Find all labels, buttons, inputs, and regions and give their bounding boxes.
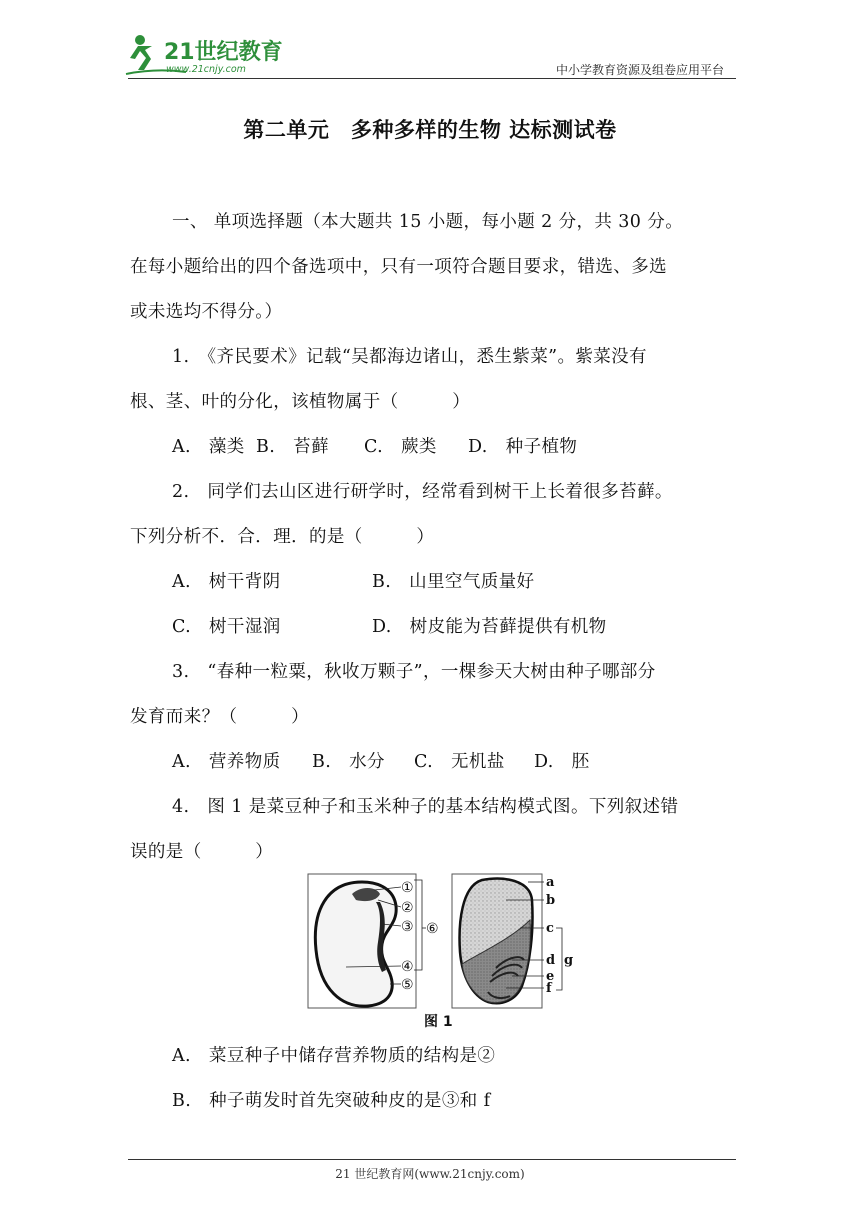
bean-seed-diagram [308, 874, 416, 1008]
q3-option-c: C. 无机盐 [414, 752, 505, 772]
q1-stem-line2: 根、茎、叶的分化，该植物属于（ ） [130, 392, 471, 412]
q1-option-d: D. 种子植物 [468, 437, 578, 457]
q3-stem-line1: 3. “春种一粒粟，秋收万颗子”，一棵参天大树由种子哪部分 [172, 662, 656, 682]
page-title: 第二单元 多种多样的生物 达标测试卷 [243, 118, 617, 142]
corn-label-c: c [546, 921, 554, 936]
q4-stem-line1: 4. 图 1 是菜豆种子和玉米种子的基本结构模式图。下列叙述错 [172, 797, 679, 817]
q3-option-b: B. 水分 [312, 752, 385, 772]
q4-stem-line2: 误的是（ ） [130, 842, 274, 862]
corn-label-b: b [546, 893, 556, 908]
corn-group-label: g [564, 953, 574, 968]
q4-option-a: A. 菜豆种子中储存营养物质的结构是② [172, 1046, 496, 1066]
bean-label-3: ③ [401, 919, 414, 935]
footer-divider [128, 1159, 736, 1160]
section-instructions-line2: 在每小题给出的四个备选项中，只有一项符合题目要求，错选、多选 [130, 257, 667, 277]
q3-stem-line2: 发育而来？（ ） [130, 707, 309, 727]
q1-stem-line1: 1. 《齐民要术》记载“吴都海边诸山，悉生紫菜”。紫菜没有 [172, 347, 647, 367]
bean-label-5: ⑤ [401, 977, 414, 993]
q1-option-c: C. 蕨类 [364, 437, 437, 457]
q4-option-b: B. 种子萌发时首先突破种皮的是③和 f [172, 1091, 491, 1111]
corn-label-a: a [546, 875, 555, 890]
q1-option-b: B. 苔藓 [256, 437, 329, 457]
header-platform-text: 中小学教育资源及组卷应用平台 [555, 63, 724, 77]
bean-label-4: ④ [401, 959, 414, 975]
header-divider [128, 78, 736, 79]
corn-label-e: e [546, 969, 555, 984]
section-instructions-line3: 或未选均不得分。） [130, 302, 283, 322]
q2-option-d: D. 树皮能为苔藓提供有机物 [372, 617, 607, 637]
logo-url: www.21cnjy.com [166, 64, 246, 75]
logo-21cnjy [126, 32, 296, 78]
bean-label-2: ② [401, 900, 414, 916]
bean-label-1: ① [401, 880, 414, 896]
corn-label-d: d [546, 953, 556, 968]
q2-option-c: C. 树干湿润 [172, 617, 281, 637]
q2-option-a: A. 树干背阴 [172, 572, 281, 592]
q2-option-b: B. 山里空气质量好 [372, 572, 535, 592]
seed-structure-figure [306, 872, 574, 1030]
q3-option-d: D. 胚 [534, 752, 590, 772]
q2-stem-line2: 下列分析不．合．理．的是（ ） [130, 527, 435, 547]
q1-option-a: A. 藻类 [172, 437, 245, 457]
q3-option-a: A. 营养物质 [172, 752, 281, 772]
logo-text: 21世纪教育 [164, 40, 283, 65]
figure-caption: 图 1 [424, 1014, 453, 1030]
section-instructions-line1: 一、 单项选择题（本大题共 15 小题，每小题 2 分，共 30 分。 [172, 212, 684, 232]
bean-group-label: ⑥ [426, 921, 439, 937]
corn-label-f: f [546, 981, 552, 996]
q2-stem-line1: 2. 同学们去山区进行研学时，经常看到树干上长着很多苔藓。 [172, 482, 673, 502]
footer-text: 21 世纪教育网(www.21cnjy.com) [335, 1167, 525, 1181]
